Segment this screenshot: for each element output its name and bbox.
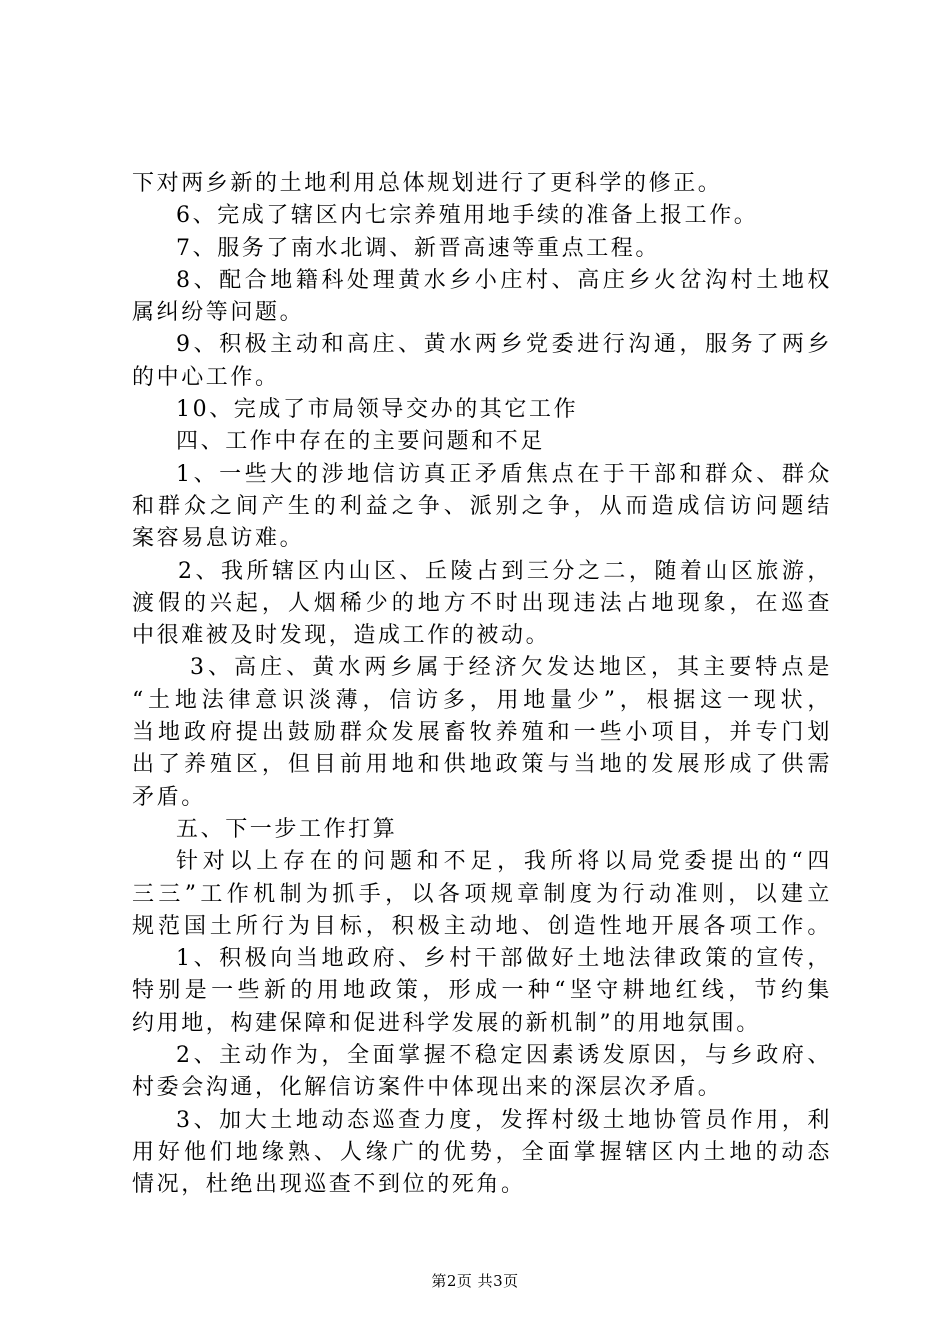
text-line: 2、我所辖区内山区、丘陵占到三分之二，随着山区旅游， bbox=[178, 558, 832, 584]
text-line: 属纠纷等问题。 bbox=[132, 300, 305, 326]
text-line: 三三”工作机制为抓手，以各项规章制度为行动准则，以建立 bbox=[132, 881, 832, 907]
text-line: 出了养殖区，但目前用地和供地政策与当地的发展形成了供需 bbox=[132, 752, 832, 778]
text-line: 村委会沟通，化解信访案件中体现出来的深层次矛盾。 bbox=[132, 1075, 723, 1101]
text-line: 矛盾。 bbox=[132, 784, 206, 810]
text-line: 规范国土所行为目标，积极主动地、创造性地开展各项工作。 bbox=[132, 913, 832, 939]
text-line: 的中心工作。 bbox=[132, 364, 280, 390]
text-line: 6、完成了辖区内七宗养殖用地手续的准备上报工作。 bbox=[176, 203, 759, 229]
section-heading: 四、工作中存在的主要问题和不足 bbox=[176, 429, 546, 455]
text-line: 3、加大土地动态巡查力度，发挥村级土地协管员作用，利 bbox=[176, 1107, 832, 1133]
text-line: 下对两乡新的土地利用总体规划进行了更科学的修正。 bbox=[132, 171, 723, 196]
text-line: 当地政府提出鼓励群众发展畜牧养殖和一些小项目，并专门划 bbox=[132, 720, 832, 746]
text-line: 特别是一些新的用地政策，形成一种“坚守耕地红线，节约集 bbox=[132, 978, 832, 1004]
text-line: 渡假的兴起，人烟稀少的地方不时出现违法占地现象，在巡查 bbox=[132, 590, 832, 616]
section-heading: 五、下一步工作打算 bbox=[176, 816, 398, 842]
text-line: 2、主动作为，全面掌握不稳定因素诱发原因，与乡政府、 bbox=[176, 1043, 832, 1069]
document-body bbox=[132, 168, 832, 1202]
text-line: 情况，杜绝出现巡查不到位的死角。 bbox=[132, 1172, 526, 1198]
page-number-footer: 第2页 共3页 bbox=[431, 1272, 519, 1290]
text-line: 8、配合地籍科处理黄水乡小庄村、高庄乡火岔沟村土地权 bbox=[176, 267, 832, 293]
text-line: 1、一些大的涉地信访真正矛盾焦点在于干部和群众、群众 bbox=[176, 461, 832, 487]
text-line: 针对以上存在的问题和不足，我所将以局党委提出的“四 bbox=[176, 849, 832, 875]
text-line: 中很难被及时发现，造成工作的被动。 bbox=[132, 623, 551, 649]
text-line: 1、积极向当地政府、乡村干部做好土地法律政策的宣传， bbox=[176, 946, 832, 972]
text-line: 和群众之间产生的利益之争、派别之争，从而造成信访问题结 bbox=[132, 493, 832, 519]
text-line: 10、完成了市局领导交办的其它工作 bbox=[176, 397, 579, 423]
text-line: 约用地，构建保障和促进科学发展的新机制”的用地氛围。 bbox=[132, 1010, 761, 1036]
text-line: 3、高庄、黄水两乡属于经济欠发达地区，其主要特点是 bbox=[190, 655, 832, 681]
text-line: 案容易息访难。 bbox=[132, 526, 305, 552]
text-line: 7、服务了南水北调、新晋高速等重点工程。 bbox=[176, 235, 660, 261]
text-line: 用好他们地缘熟、人缘广的优势，全面掌握辖区内土地的动态 bbox=[132, 1139, 832, 1165]
text-line: 9、积极主动和高庄、黄水两乡党委进行沟通，服务了两乡 bbox=[176, 332, 832, 358]
text-line: “土地法律意识淡薄，信访多，用地量少”，根据这一现状， bbox=[132, 687, 832, 713]
